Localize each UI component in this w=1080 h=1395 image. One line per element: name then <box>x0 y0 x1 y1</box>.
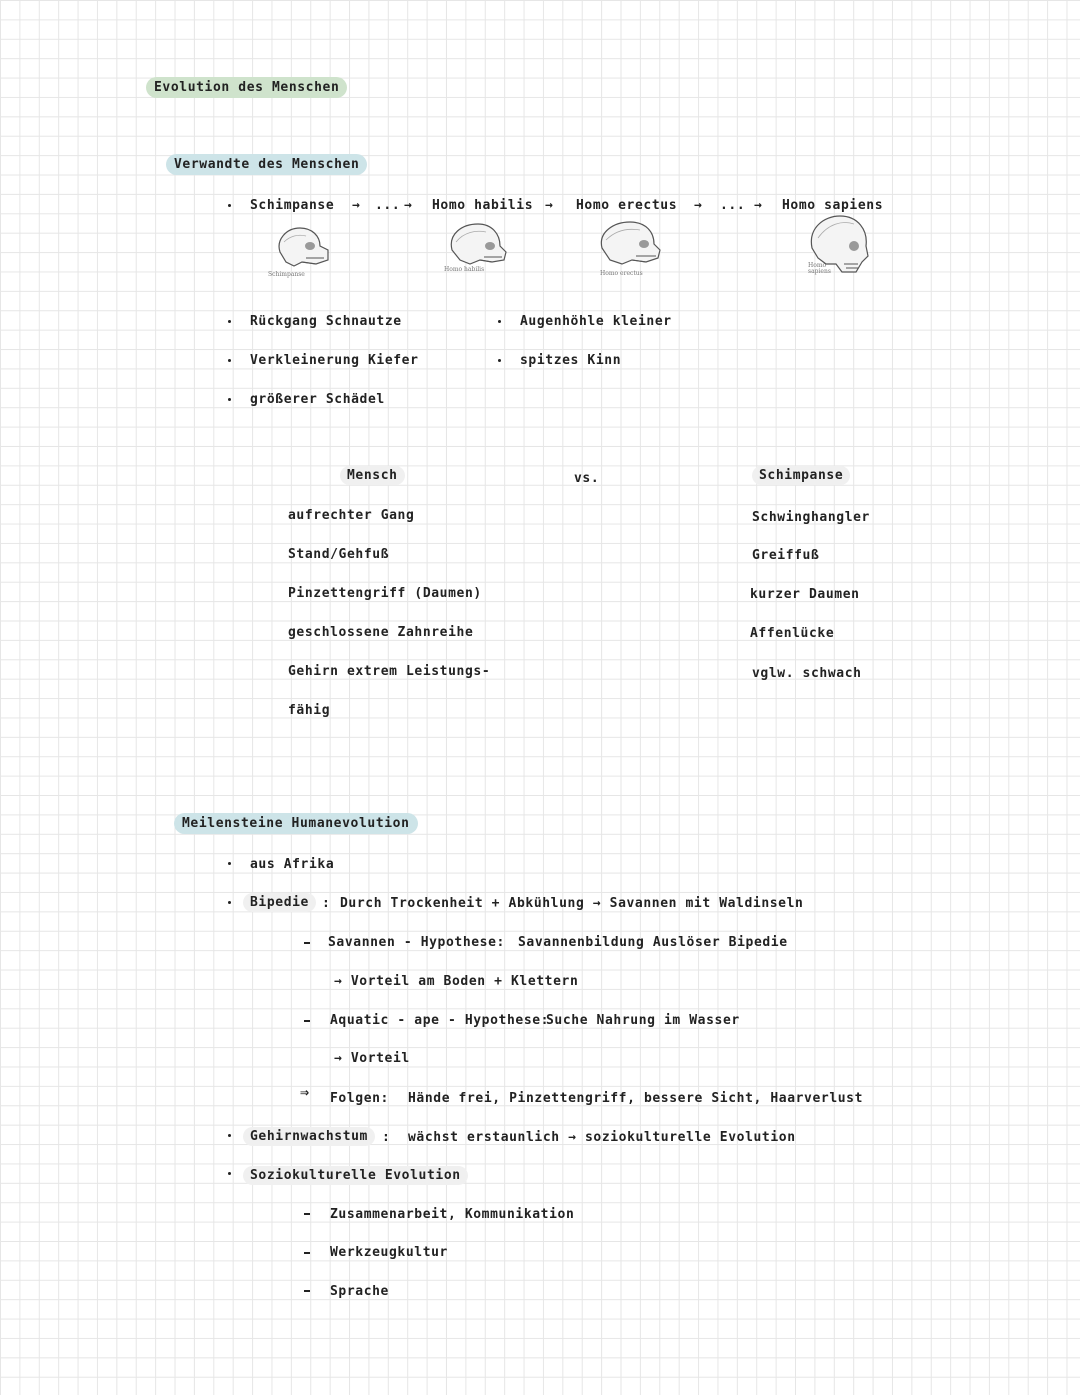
sozio-item: Zusammenarbeit, Kommunikation <box>330 1207 575 1222</box>
dash-bullet <box>304 1213 310 1215</box>
bullet <box>228 1172 231 1175</box>
bullet <box>228 398 231 401</box>
skull-caption: Schimpanse <box>268 271 305 278</box>
aquatic-vorteil: → Vorteil <box>334 1051 410 1066</box>
versus-label: vs. <box>574 471 600 486</box>
chain-arrow: → <box>404 198 413 213</box>
implies-arrow: ⇒ <box>300 1083 310 1101</box>
bullet <box>228 320 231 323</box>
human-trait: Pinzettengriff (Daumen) <box>288 586 482 601</box>
aquatic-text: Suche Nahrung im Wasser <box>546 1013 740 1028</box>
human-trait: fähig <box>288 703 331 718</box>
erectus-skull-icon <box>596 218 664 270</box>
chain-arrow: → <box>754 198 763 213</box>
bullet <box>228 1134 231 1137</box>
bullet <box>228 359 231 362</box>
bullet <box>498 359 501 362</box>
milestone-africa: aus Afrika <box>250 857 335 872</box>
gehirn-label: Gehirnwachstum <box>243 1127 375 1146</box>
bipedie-label: Bipedie <box>243 893 316 912</box>
change-item: Augenhöhle kleiner <box>520 314 672 329</box>
folgen-text: Hände frei, Pinzettengriff, bessere Sicht, Haarverlust <box>408 1091 864 1106</box>
chimp-label: Schimpanse <box>752 466 850 485</box>
gehirn-colon: : <box>382 1130 391 1145</box>
change-item: größerer Schädel <box>250 392 385 407</box>
page-title: Evolution des Menschen <box>146 77 347 98</box>
dash-bullet <box>304 1252 310 1254</box>
aquatic-label: Aquatic - ape - Hypothese: <box>330 1013 550 1028</box>
human-label: Mensch <box>340 466 405 485</box>
bullet <box>228 862 231 865</box>
section-heading-milestones: Meilensteine Humanevolution <box>174 813 418 834</box>
human-trait: Gehirn extrem Leistungs- <box>288 664 491 679</box>
change-item: Verkleinerung Kiefer <box>250 353 419 368</box>
change-item: Rückgang Schnautze <box>250 314 402 329</box>
dash-bullet <box>304 1020 310 1022</box>
change-item: spitzes Kinn <box>520 353 622 368</box>
chimp-trait: Affenlücke <box>750 626 835 641</box>
chimp-skull-icon <box>272 222 332 272</box>
bullet <box>498 320 501 323</box>
chain-arrow: → <box>352 198 361 213</box>
chimp-trait: Schwinghangler <box>752 510 870 525</box>
skull-caption: Homo sapiens <box>808 262 831 275</box>
dash-bullet <box>304 1290 310 1292</box>
chain-item-sapiens: Homo sapiens <box>782 198 884 213</box>
chain-arrow: → <box>545 198 554 213</box>
chain-ellipsis: ... <box>375 198 401 213</box>
bullet <box>228 204 231 207</box>
sozio-item: Sprache <box>330 1284 389 1299</box>
gehirn-text: wächst erstaunlich → soziokulturelle Evolution <box>408 1130 796 1145</box>
chimp-trait: Greiffuß <box>752 548 820 563</box>
bullet <box>228 901 231 904</box>
bipedie-text: Durch Trockenheit + Abkühlung → Savannen mit Waldinseln <box>340 896 804 911</box>
savannen-vorteil: → Vorteil am Boden + Klettern <box>334 974 579 989</box>
chain-item-habilis: Homo habilis <box>432 198 534 213</box>
chain-item-chimp: Schimpanse <box>250 198 335 213</box>
habilis-skull-icon <box>446 220 510 270</box>
folgen-label: Folgen: <box>330 1091 389 1106</box>
sozio-item: Werkzeugkultur <box>330 1245 448 1260</box>
section-heading-relatives: Verwandte des Menschen <box>166 154 367 175</box>
chimp-trait: vglw. schwach <box>752 666 862 681</box>
bipedie-colon: : <box>322 896 331 911</box>
savannen-label: Savannen - Hypothese: <box>328 935 505 950</box>
dash-bullet <box>304 942 310 944</box>
human-trait: Stand/Gehfuß <box>288 547 390 562</box>
human-trait: geschlossene Zahnreihe <box>288 625 474 640</box>
skull-caption: Homo habilis <box>444 266 485 273</box>
chain-arrow: → <box>694 198 703 213</box>
chimp-trait: kurzer Daumen <box>750 587 860 602</box>
human-trait: aufrechter Gang <box>288 508 415 523</box>
sozio-label: Soziokulturelle Evolution <box>243 1166 468 1185</box>
skull-caption: Homo erectus <box>600 270 643 277</box>
chain-item-erectus: Homo erectus <box>576 198 678 213</box>
savannen-text: Savannenbildung Auslöser Bipedie <box>518 935 788 950</box>
chain-ellipsis: ... <box>720 198 746 213</box>
